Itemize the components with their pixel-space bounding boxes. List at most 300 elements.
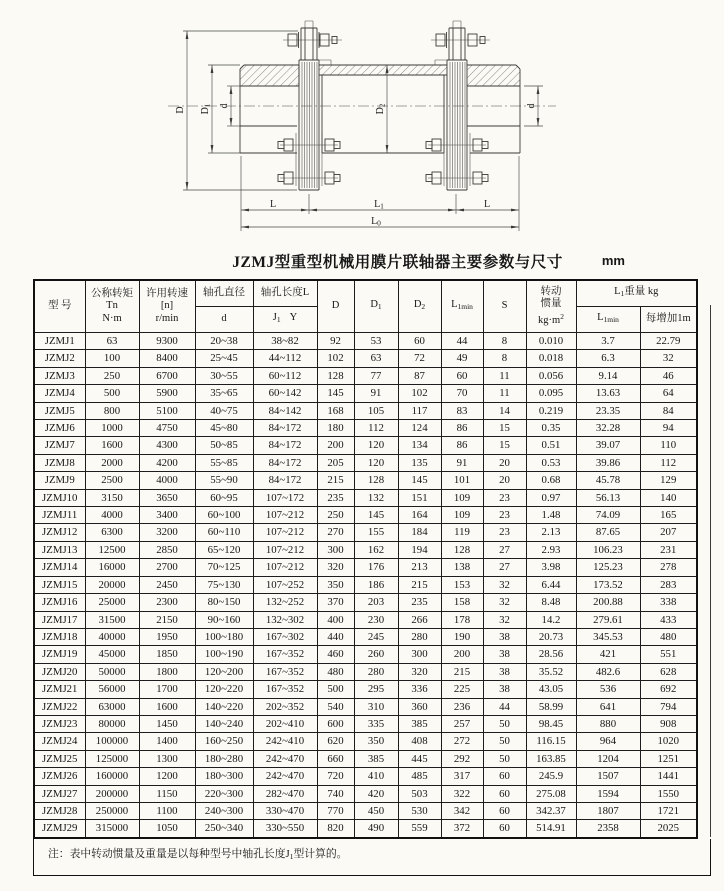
table-cell: 28.56 (526, 646, 576, 663)
table-cell: 44 (441, 333, 483, 350)
table-cell: 317 (441, 768, 483, 785)
table-cell: 15 (483, 437, 526, 454)
table-cell: 2850 (139, 541, 195, 558)
table-cell: JZMJ8 (34, 454, 85, 471)
table-cell: 91 (354, 385, 398, 402)
col-header-inertia: 转动 惯量 $kg\cdot m^2$ (526, 280, 576, 333)
table-row (34, 559, 697, 576)
table-cell: 23 (483, 524, 526, 541)
left-diaphragm-pack (296, 21, 322, 190)
table-cell: 109 (441, 489, 483, 506)
table-cell: 8 (483, 333, 526, 350)
table-cell: 0.51 (526, 437, 576, 454)
table-cell: 480 (640, 628, 697, 645)
table-cell: 315000 (85, 820, 139, 838)
table-cell: 240~300 (195, 802, 253, 819)
table-cell: 3150 (85, 489, 139, 506)
table-cell: 60~100 (195, 507, 253, 524)
table-cell: JZMJ21 (34, 681, 85, 698)
table-cell: 8 (483, 350, 526, 367)
table-cell: 165 (640, 507, 697, 524)
table-cell: 45.78 (576, 472, 640, 489)
table-cell: 338 (640, 594, 697, 611)
table-cell: 445 (398, 750, 441, 767)
table-cell: 160~250 (195, 733, 253, 750)
table-cell: JZMJ22 (34, 698, 85, 715)
table-cell: 0.35 (526, 420, 576, 437)
table-cell: 107~212 (253, 559, 317, 576)
table-cell: 2.93 (526, 541, 576, 558)
table-cell: 60~112 (253, 367, 317, 384)
parameters-table-wrap (33, 279, 713, 876)
table-cell: 433 (640, 611, 697, 628)
table-cell: 27 (483, 559, 526, 576)
table-cell: JZMJ16 (34, 594, 85, 611)
table-cell: 23.35 (576, 402, 640, 419)
table-cell: 551 (640, 646, 697, 663)
table-cell: 1507 (576, 768, 640, 785)
table-cell: 231 (640, 541, 697, 558)
table-cell: 1721 (640, 802, 697, 819)
right-top-bolt (431, 32, 490, 48)
table-cell: 485 (398, 768, 441, 785)
table-cell: 500 (85, 385, 139, 402)
table-cell: JZMJ23 (34, 715, 85, 732)
table-cell: 125000 (85, 750, 139, 767)
table-cell: 320 (317, 559, 354, 576)
table-cell: 295 (354, 681, 398, 698)
table-row (34, 750, 697, 767)
table-cell: 65~120 (195, 541, 253, 558)
table-cell: 242~470 (253, 768, 317, 785)
table-cell: 80~150 (195, 594, 253, 611)
table-cell: 116.15 (526, 733, 576, 750)
table-cell: 400 (317, 611, 354, 628)
table-row (34, 681, 697, 698)
table-cell: 135 (398, 454, 441, 471)
table-cell: 1807 (576, 802, 640, 819)
table-cell: 35~65 (195, 385, 253, 402)
table-cell: 0.68 (526, 472, 576, 489)
table-cell: 75~130 (195, 576, 253, 593)
table-cell: 87 (398, 367, 441, 384)
table-cell: 215 (441, 663, 483, 680)
table-cell: 58.99 (526, 698, 576, 715)
right-hub (467, 65, 520, 153)
table-cell: 202~352 (253, 698, 317, 715)
table-cell: 8.48 (526, 594, 576, 611)
table-cell: 250 (85, 367, 139, 384)
table-cell: 107~252 (253, 576, 317, 593)
table-row (34, 350, 697, 367)
col-header-weight-L1min: L1min (576, 307, 640, 333)
table-cell: 6.44 (526, 576, 576, 593)
table-row (34, 507, 697, 524)
table-cell: 250 (317, 507, 354, 524)
table-cell: 360 (398, 698, 441, 715)
col-header-L1min: L1min (441, 280, 483, 333)
table-row (34, 715, 697, 732)
table-cell: 50 (483, 715, 526, 732)
table-cell: 128 (354, 472, 398, 489)
table-cell: JZMJ10 (34, 489, 85, 506)
table-cell: 38 (483, 646, 526, 663)
table-cell: 1200 (139, 768, 195, 785)
table-cell: 1400 (139, 733, 195, 750)
right-diaphragm-pack (444, 21, 470, 190)
table-cell: JZMJ29 (34, 820, 85, 838)
table-cell: 4750 (139, 420, 195, 437)
table-cell: 410 (354, 768, 398, 785)
table-cell: 1594 (576, 785, 640, 802)
table-cell: 215 (398, 576, 441, 593)
table-cell: 112 (640, 454, 697, 471)
table-cell: 6300 (85, 524, 139, 541)
table-cell: 163.85 (526, 750, 576, 767)
table-cell: 25~45 (195, 350, 253, 367)
table-cell: 4200 (139, 454, 195, 471)
table-cell: 107~212 (253, 524, 317, 541)
dim-label-L0: L0 (371, 216, 381, 228)
left-bottom-bolt (278, 172, 340, 184)
dimension-d-left (219, 86, 240, 126)
col-header-J1Y: J1 Y (253, 307, 317, 333)
table-cell: 90~160 (195, 611, 253, 628)
col-header-torque: 公称转矩 Tn N·m (85, 280, 139, 333)
table-cell: 200 (441, 646, 483, 663)
table-cell: 132~302 (253, 611, 317, 628)
table-cell: JZMJ13 (34, 541, 85, 558)
table-cell: JZMJ12 (34, 524, 85, 541)
table-cell: 77 (354, 367, 398, 384)
table-cell: 145 (354, 507, 398, 524)
table-cell: 151 (398, 489, 441, 506)
table-cell: 4000 (139, 472, 195, 489)
table-cell: 205 (317, 454, 354, 471)
col-header-bore-length: 轴孔长度L (253, 280, 317, 307)
table-cell: 215 (317, 472, 354, 489)
table-cell: 540 (317, 698, 354, 715)
table-cell: 2358 (576, 820, 640, 838)
table-row (34, 333, 697, 350)
table-cell: 173.52 (576, 576, 640, 593)
table-cell: 200.88 (576, 594, 640, 611)
table-cell: 235 (398, 594, 441, 611)
table-cell: 102 (398, 385, 441, 402)
table-cell: 514.91 (526, 820, 576, 838)
table-cell: 60 (441, 367, 483, 384)
table-cell: 242~410 (253, 733, 317, 750)
table-cell: 2300 (139, 594, 195, 611)
table-cell: 5100 (139, 402, 195, 419)
table-cell: 300 (317, 541, 354, 558)
table-cell: 84~172 (253, 454, 317, 471)
table-cell: 3.98 (526, 559, 576, 576)
table-cell: 98.45 (526, 715, 576, 732)
table-cell: 100 (85, 350, 139, 367)
table-cell: 43.05 (526, 681, 576, 698)
frame-side-line (710, 305, 711, 837)
table-cell: 176 (354, 559, 398, 576)
table-cell: 167~302 (253, 628, 317, 645)
col-header-bore-diameter: 轴孔直径 (195, 280, 253, 307)
table-cell: 1441 (640, 768, 697, 785)
table-cell: 272 (441, 733, 483, 750)
table-cell: 15 (483, 420, 526, 437)
table-cell: 20 (483, 472, 526, 489)
table-cell: 167~352 (253, 681, 317, 698)
table-cell: 50 (483, 750, 526, 767)
table-cell: 280 (398, 628, 441, 645)
table-cell: 628 (640, 663, 697, 680)
table-cell: 245.9 (526, 768, 576, 785)
table-cell: 94 (640, 420, 697, 437)
table-cell: 460 (317, 646, 354, 663)
table-cell: 336 (398, 681, 441, 698)
table-cell: 145 (317, 385, 354, 402)
table-cell: 421 (576, 646, 640, 663)
table-cell: 128 (317, 367, 354, 384)
table-cell: 740 (317, 785, 354, 802)
table-cell: 60 (483, 785, 526, 802)
table-cell: 230 (354, 611, 398, 628)
table-cell: 63 (85, 333, 139, 350)
table-cell: 125.23 (576, 559, 640, 576)
table-cell: 80000 (85, 715, 139, 732)
table-cell: 45~80 (195, 420, 253, 437)
table-cell: 260 (354, 646, 398, 663)
table-cell: 503 (398, 785, 441, 802)
table-cell: 330~550 (253, 820, 317, 838)
table-cell: 330~470 (253, 802, 317, 819)
table-cell: 490 (354, 820, 398, 838)
col-header-d: d (195, 307, 253, 333)
table-cell: 38 (483, 681, 526, 698)
table-cell: 3200 (139, 524, 195, 541)
table-cell: 84~172 (253, 420, 317, 437)
table-cell: 236 (441, 698, 483, 715)
table-row (34, 698, 697, 715)
table-cell: 320 (398, 663, 441, 680)
left-top-bolt (283, 32, 342, 48)
table-cell: 60 (483, 802, 526, 819)
table-cell: 820 (317, 820, 354, 838)
coupling-drawing (0, 8, 724, 248)
table-cell: 1.48 (526, 507, 576, 524)
table-cell: 450 (354, 802, 398, 819)
table-cell: 100000 (85, 733, 139, 750)
table-cell: 35.52 (526, 663, 576, 680)
table-cell: 120~220 (195, 681, 253, 698)
table-cell: 167~352 (253, 663, 317, 680)
table-row (34, 768, 697, 785)
table-cell: 44~112 (253, 350, 317, 367)
table-cell: 559 (398, 820, 441, 838)
table-cell: 168 (317, 402, 354, 419)
table-cell: 64 (640, 385, 697, 402)
table-cell: JZMJ6 (34, 420, 85, 437)
table-cell: 186 (354, 576, 398, 593)
table-cell: 2000 (85, 454, 139, 471)
table-cell: 908 (640, 715, 697, 732)
table-cell: 880 (576, 715, 640, 732)
table-cell: JZMJ25 (34, 750, 85, 767)
dim-label-d-right: d (526, 103, 537, 109)
table-cell: 2500 (85, 472, 139, 489)
table-cell: 107~212 (253, 541, 317, 558)
table-cell: 1700 (139, 681, 195, 698)
table-cell: 84~172 (253, 472, 317, 489)
table-cell: 178 (441, 611, 483, 628)
table-cell: 1600 (85, 437, 139, 454)
table-cell: 87.65 (576, 524, 640, 541)
col-header-D2: D2 (398, 280, 441, 333)
table-cell: 350 (317, 576, 354, 593)
table-cell: 100~190 (195, 646, 253, 663)
table-row (34, 472, 697, 489)
table-cell: 1050 (139, 820, 195, 838)
table-cell: 27 (483, 541, 526, 558)
table-cell: 283 (640, 576, 697, 593)
table-cell: 84~142 (253, 402, 317, 419)
table-cell: 3.7 (576, 333, 640, 350)
table-cell: 153 (441, 576, 483, 593)
table-cell: 270 (317, 524, 354, 541)
table-row (34, 594, 697, 611)
table-cell: 107~212 (253, 507, 317, 524)
table-cell: 145 (398, 472, 441, 489)
table-cell: 342 (441, 802, 483, 819)
table-cell: 20000 (85, 576, 139, 593)
table-row (34, 611, 697, 628)
col-header-D: D (317, 280, 354, 333)
table-cell: 275.08 (526, 785, 576, 802)
table-cell: 134 (398, 437, 441, 454)
table-cell: 372 (441, 820, 483, 838)
table-cell: 1600 (139, 698, 195, 715)
table-row (34, 802, 697, 819)
table-cell: 84~172 (253, 437, 317, 454)
table-cell: 1000 (85, 420, 139, 437)
table-cell: 800 (85, 402, 139, 419)
dim-label-L-right: L (483, 199, 491, 210)
table-row (34, 437, 697, 454)
table-cell: 335 (354, 715, 398, 732)
table-cell: 9.14 (576, 367, 640, 384)
table-cell: 162 (354, 541, 398, 558)
table-cell: 370 (317, 594, 354, 611)
dim-label-D2: D2 (375, 103, 387, 115)
table-cell: 138 (441, 559, 483, 576)
table-cell: 23 (483, 489, 526, 506)
table-cell: JZMJ24 (34, 733, 85, 750)
table-cell: 3650 (139, 489, 195, 506)
table-cell: 72 (398, 350, 441, 367)
table-cell: 482.6 (576, 663, 640, 680)
table-cell: 32 (483, 611, 526, 628)
table-cell: 38 (483, 663, 526, 680)
unit-label: mm (601, 253, 625, 268)
table-cell: 1300 (139, 750, 195, 767)
table-cell: 1850 (139, 646, 195, 663)
left-mid-bolt (278, 139, 340, 151)
table-cell: 60 (398, 333, 441, 350)
table-cell: JZMJ19 (34, 646, 85, 663)
table-cell: 1800 (139, 663, 195, 680)
dim-label-D: D (175, 106, 186, 114)
table-cell: 32.28 (576, 420, 640, 437)
table-cell: 55~90 (195, 472, 253, 489)
table-cell: 2150 (139, 611, 195, 628)
table-row (34, 576, 697, 593)
table-cell: 109 (441, 507, 483, 524)
table-cell: 600 (317, 715, 354, 732)
table-cell: JZMJ2 (34, 350, 85, 367)
table-cell: 1950 (139, 628, 195, 645)
table-cell: 184 (398, 524, 441, 541)
table-cell: 350 (354, 733, 398, 750)
table-cell: JZMJ15 (34, 576, 85, 593)
table-cell: 345.53 (576, 628, 640, 645)
table-row (34, 541, 697, 558)
dimension-lengths (241, 156, 519, 231)
table-cell: 20.73 (526, 628, 576, 645)
table-cell: 129 (640, 472, 697, 489)
parameters-table (33, 279, 698, 839)
table-cell: 250000 (85, 802, 139, 819)
table-cell: 2025 (640, 820, 697, 838)
table-cell: 83 (441, 402, 483, 419)
table-cell: 202~410 (253, 715, 317, 732)
table-cell: 180 (317, 420, 354, 437)
table-cell: 964 (576, 733, 640, 750)
table-cell: JZMJ28 (34, 802, 85, 819)
table-cell: JZMJ17 (34, 611, 85, 628)
col-header-speed: 许用转速 [n] r/min (139, 280, 195, 333)
table-cell: 292 (441, 750, 483, 767)
table-cell: 106.23 (576, 541, 640, 558)
table-cell: 280 (354, 663, 398, 680)
table-cell: 4000 (85, 507, 139, 524)
table-cell: 86 (441, 420, 483, 437)
table-cell: 70 (441, 385, 483, 402)
table-cell: 3400 (139, 507, 195, 524)
table-cell: 22.79 (640, 333, 697, 350)
table-cell: 107~172 (253, 489, 317, 506)
table-cell: JZMJ7 (34, 437, 85, 454)
table-cell: 132~252 (253, 594, 317, 611)
table-cell: 0.018 (526, 350, 576, 367)
table-cell: 385 (354, 750, 398, 767)
table-cell: 112 (354, 420, 398, 437)
table-cell: 56000 (85, 681, 139, 698)
table-cell: 408 (398, 733, 441, 750)
table-cell: 242~470 (253, 750, 317, 767)
table-cell: JZMJ14 (34, 559, 85, 576)
table-cell: 120 (354, 437, 398, 454)
table-cell: 200000 (85, 785, 139, 802)
table-row (34, 385, 697, 402)
table-cell: 60 (483, 768, 526, 785)
table-row (34, 524, 697, 541)
table-cell: 1020 (640, 733, 697, 750)
table-cell: 480 (317, 663, 354, 680)
table-cell: 1450 (139, 715, 195, 732)
title-row (34, 250, 697, 274)
table-cell: 128 (441, 541, 483, 558)
col-header-S: S (483, 280, 526, 333)
table-cell: 160000 (85, 768, 139, 785)
